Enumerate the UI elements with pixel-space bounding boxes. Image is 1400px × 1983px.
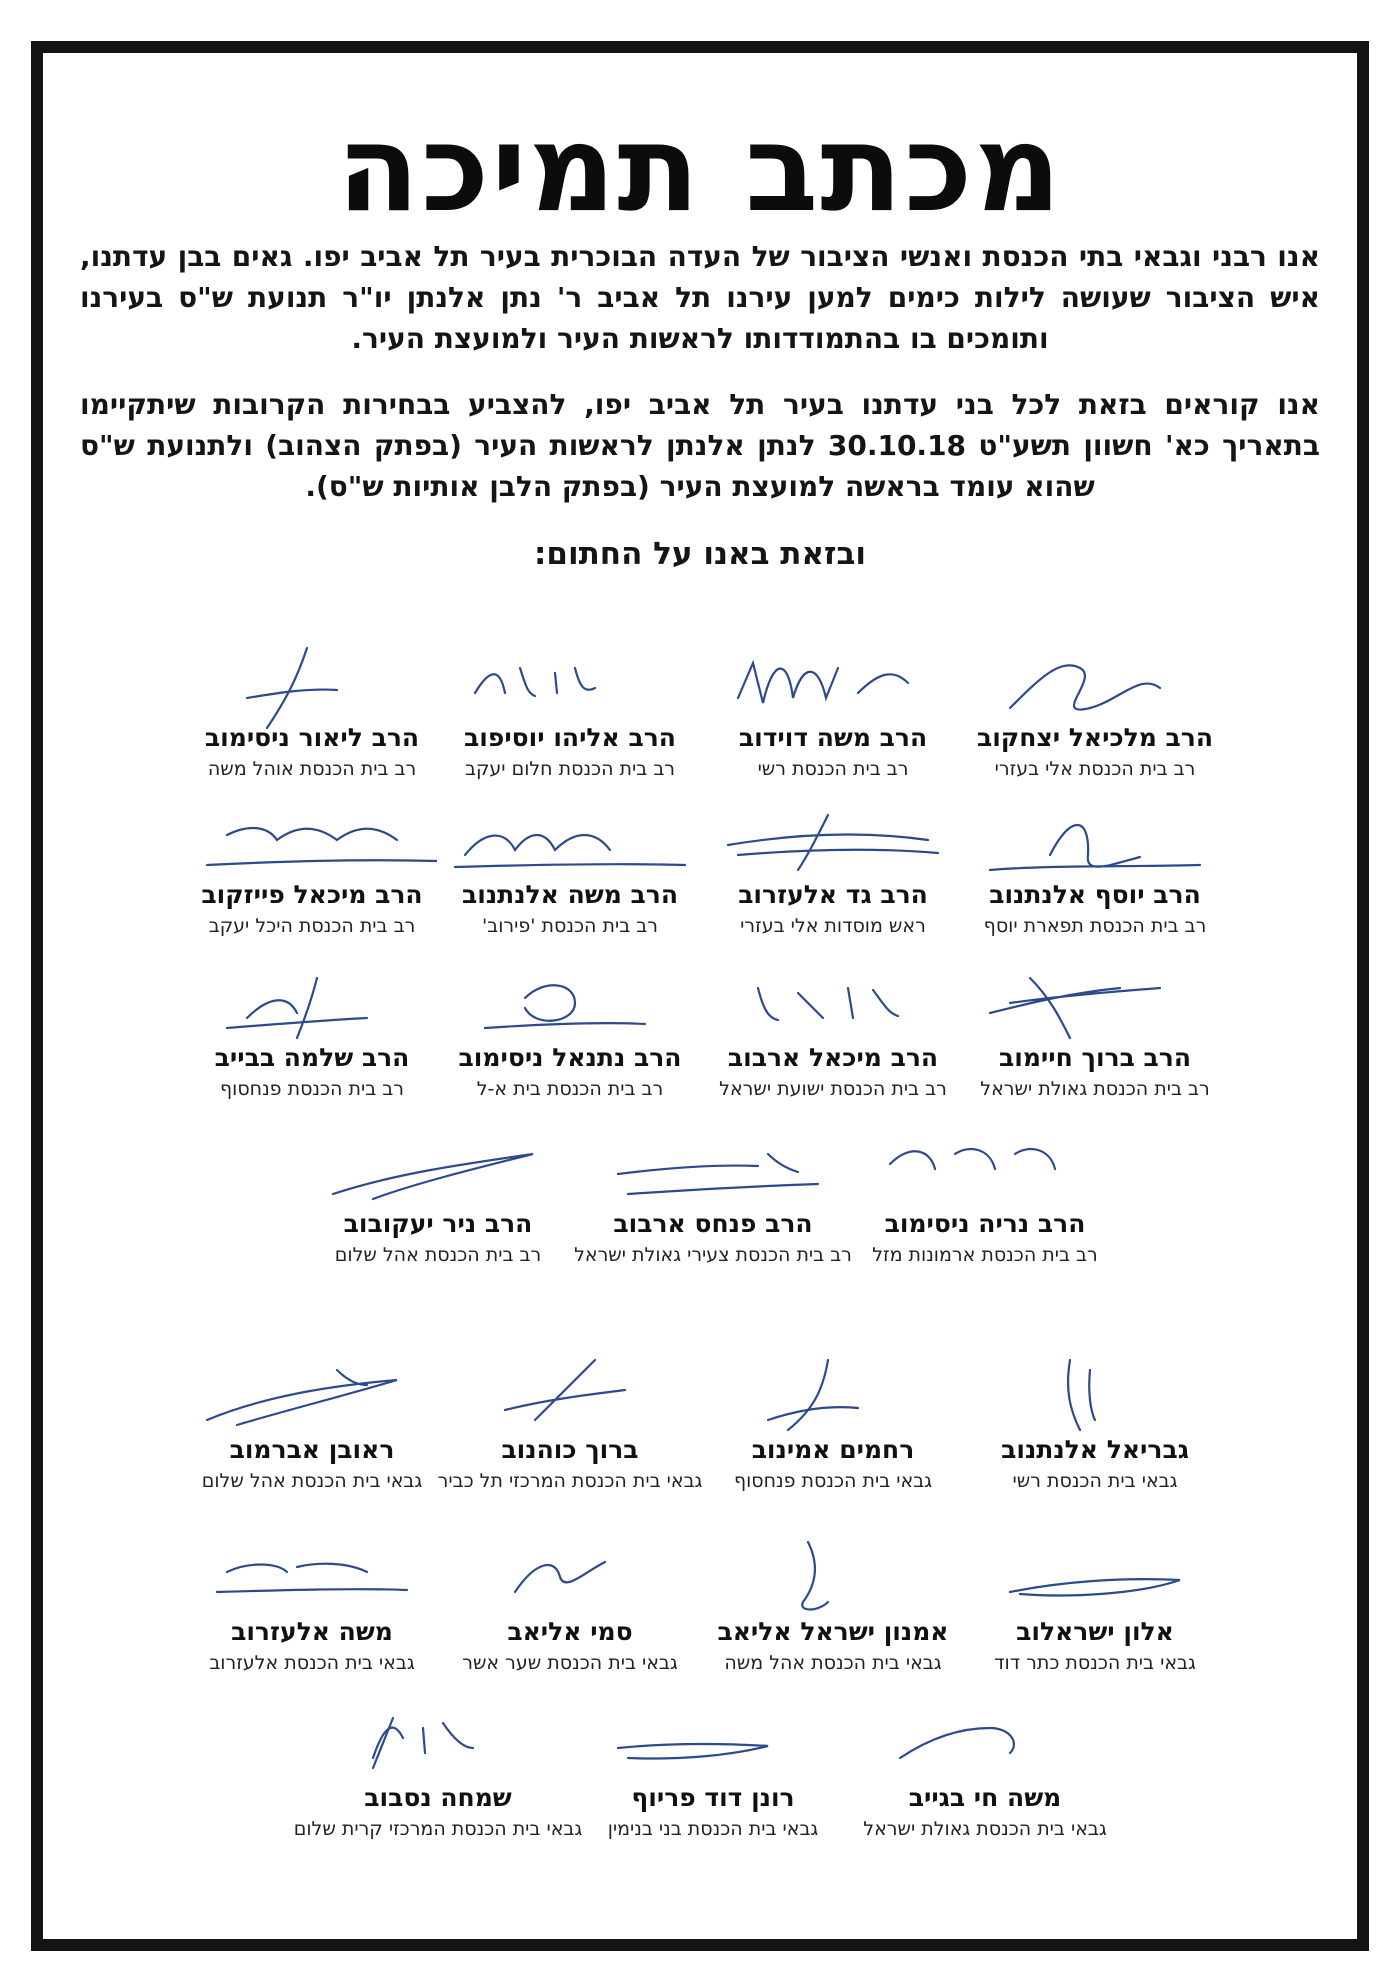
- signatory-role: רב בית הכנסת צעירי גאולת ישראל: [574, 1244, 852, 1266]
- intro-paragraph: אנו רבני וגבאי בתי הכנסת ואנשי הציבור של העדה הבוכרית בעיר תל אביב יפו. גאים בבן עדתנו, איש הציבור שעושה לילות כימים למען עירנו תל אביב ר' נתן אלנתן יו"ר תנועת ש"ס בעירנו ותומכים בו בהתמודדותו לראשות העיר ולמועצת העיר.: [80, 240, 1320, 355]
- signatory-role: גבאי בית הכנסת אהל משה: [724, 1652, 942, 1674]
- signatory-role: ראש מוסדות אלי בעזרי: [740, 915, 926, 937]
- signatory-role: גבאי בית הכנסת גאולת ישראל: [863, 1818, 1107, 1840]
- signatory-role: גבאי בית הכנסת רשי: [1012, 1470, 1178, 1492]
- signatory-name: שמחה נסבוב: [364, 1783, 512, 1812]
- signatory-name: רחמים אמינוב: [751, 1435, 915, 1464]
- signatory-role: רב בית הכנסת בית א-ל: [476, 1078, 664, 1100]
- signatory-name: ראובן אברמוב: [229, 1435, 395, 1464]
- signatory-name: הרב יוסף אלנתנוב: [989, 880, 1201, 909]
- signatory-name: הרב ניר יעקובוב: [343, 1209, 533, 1238]
- signatory-role: רב בית הכנסת אהל שלום: [334, 1244, 542, 1266]
- signatory-name: אלון ישראלוב: [1016, 1617, 1174, 1646]
- signatory-name: הרב נתנאל ניסימוב: [458, 1043, 682, 1072]
- signatory-role: רב בית הכנסת חלום יעקב: [464, 758, 676, 780]
- signatory-name: הרב ברוך חיימוב: [998, 1043, 1192, 1072]
- signatory-role: רב בית הכנסת היכל יעקב: [208, 915, 416, 937]
- signatory-role: גבאי בית הכנסת כתר דוד: [994, 1652, 1196, 1674]
- signatory-role: רב בית הכנסת רשי: [757, 758, 909, 780]
- letter-title: מכתב תמיכה: [336, 100, 1064, 239]
- signatory-name: ברוך כוהנוב: [501, 1435, 639, 1464]
- signatory-name: סמי אליאב: [507, 1617, 633, 1646]
- signatory-name: גבריאל אלנתנוב: [1001, 1435, 1189, 1464]
- signatory-role: גבאי בית הכנסת המרכזי קרית שלום: [293, 1818, 583, 1840]
- signatory-role: רב בית הכנסת אוהל משה: [207, 758, 417, 780]
- signatory-name: הרב גד אלעזרוב: [738, 880, 928, 909]
- signatory-name: הרב שלמה בבייב: [214, 1043, 410, 1072]
- signatory-name: הרב משה דוידוב: [738, 723, 928, 752]
- signatory-name: הרב מיכאל פייזקוב: [201, 880, 423, 909]
- signatory-name: אמנון ישראל אליאב: [717, 1617, 949, 1646]
- signatory-role: רב בית הכנסת 'פירוב': [482, 915, 658, 937]
- signatory-name: משה חי בגייב: [908, 1783, 1062, 1812]
- signatory-role: גבאי בית הכנסת המרכזי תל כביר: [437, 1470, 703, 1492]
- call-to-vote-paragraph: אנו קוראים בזאת לכל בני עדתנו בעיר תל אביב יפו, להצביע בבחירות הקרובות שיתקיימו בתאריך כא' חשוון תשע"ט 30.10.18 לנתן אלנתן לראשות העיר (בפתק הצהוב) ולתנועת ש"ס שהוא עומד בראשה למועצת העיר (בפתק הלבן אותיות ש"ס).: [80, 388, 1320, 503]
- signatory-role: גבאי בית הכנסת אלעזרוב: [209, 1652, 415, 1674]
- signatory-role: רב בית הכנסת פנחסוף: [220, 1078, 404, 1100]
- signatory-role: רב בית הכנסת ארמונות מזל: [872, 1244, 1098, 1266]
- signatory-name: הרב משה אלנתנוב: [462, 880, 678, 909]
- signatory-role: רב בית הכנסת ישועת ישראל: [719, 1078, 947, 1100]
- signatory-role: רב בית הכנסת אלי בעזרי: [994, 758, 1196, 780]
- signatory-role: גבאי בית הכנסת אהל שלום: [201, 1470, 423, 1492]
- signatory-name: רונן דוד פריוף: [631, 1783, 795, 1812]
- signatory-name: הרב מיכאל ארבוב: [727, 1043, 939, 1072]
- signatory-name: הרב פנחס ארבוב: [613, 1209, 813, 1238]
- signatory-name: הרב נריה ניסימוב: [884, 1209, 1086, 1238]
- signatory-role: גבאי בית הכנסת בני בנימין: [607, 1818, 819, 1840]
- signatory-name: הרב מלכיאל יצחקוב: [976, 723, 1214, 752]
- signatory-role: גבאי בית הכנסת שער אשר: [462, 1652, 678, 1674]
- signatory-role: גבאי בית הכנסת פנחסוף: [733, 1470, 933, 1492]
- signatory-role: רב בית הכנסת תפארת יוסף: [983, 915, 1207, 937]
- signatory-name: הרב אליהו יוסיפוב: [464, 723, 676, 752]
- signatory-role: רב בית הכנסת גאולת ישראל: [980, 1078, 1210, 1100]
- signatory-name: הרב ליאור ניסימוב: [204, 723, 420, 752]
- signing-heading: ובזאת באנו על החתום:: [533, 536, 867, 572]
- signatory-name: משה אלעזרוב: [231, 1617, 393, 1646]
